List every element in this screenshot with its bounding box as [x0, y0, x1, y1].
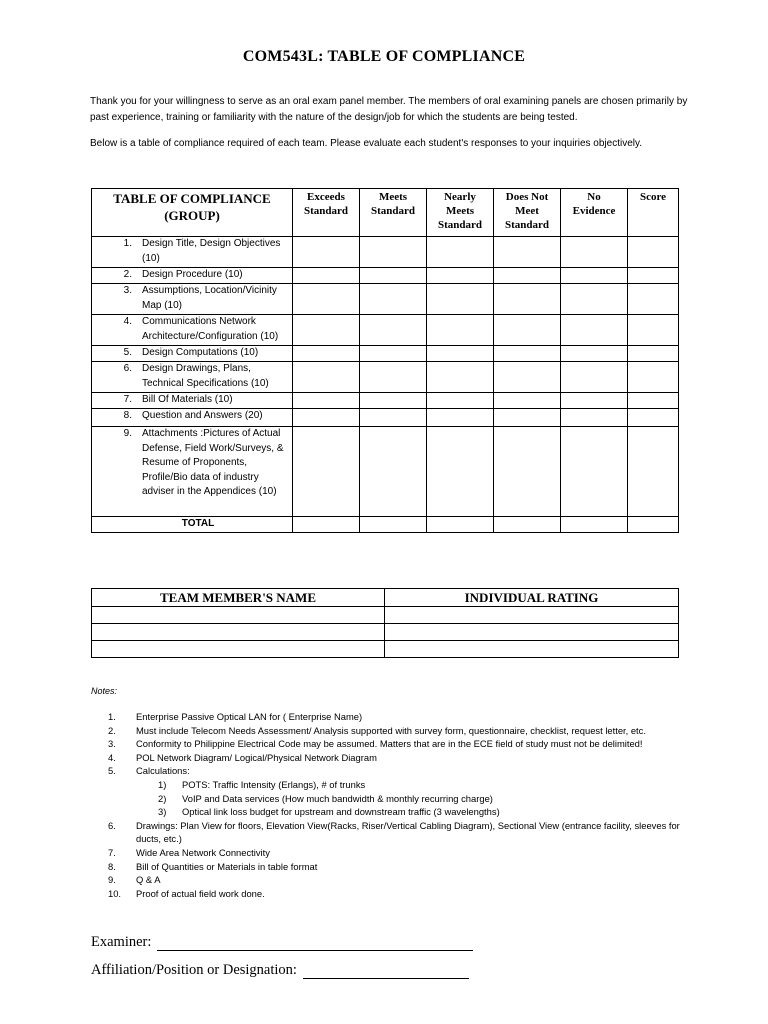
rating-cell[interactable]	[427, 284, 494, 315]
individual-rating-cell[interactable]	[385, 641, 679, 658]
rating-cell[interactable]	[293, 346, 360, 362]
score-cell[interactable]	[628, 237, 679, 268]
criterion-cell: 7. Bill Of Materials (10)	[92, 393, 293, 409]
total-cell[interactable]	[494, 517, 561, 533]
calc-list-item: 2) VoIP and Data services (How much bandwidth & monthly recurring charge)	[158, 792, 493, 804]
criterion-cell: 3. Assumptions, Location/Vicinity Map (10)	[92, 284, 293, 315]
page-title: COM543L: TABLE OF COMPLIANCE	[242, 48, 526, 65]
criterion-cell: 2. Design Procedure (10)	[92, 268, 293, 284]
table-row	[92, 607, 679, 624]
total-cell[interactable]	[293, 517, 360, 533]
rating-cell[interactable]	[561, 284, 628, 315]
intro-paragraph-2: Below is a table of compliance required of each team. Please evaluate each student's responses to your inquiries objectively.	[90, 138, 643, 149]
rating-cell[interactable]	[360, 237, 427, 268]
team-header-row	[92, 589, 679, 607]
table-row	[92, 641, 679, 658]
total-cell[interactable]	[427, 517, 494, 533]
affiliation-field[interactable]	[303, 964, 469, 979]
rating-cell[interactable]	[561, 237, 628, 268]
header-team-member-name: TEAM MEMBER'S NAME	[92, 589, 385, 607]
team-rating-table	[91, 588, 679, 658]
header-individual-rating: INDIVIDUAL RATING	[385, 589, 679, 607]
rating-cell[interactable]	[561, 427, 628, 517]
list-item: 1. Enterprise Passive Optical LAN for ( Enterprise Name)	[108, 711, 363, 722]
calc-list-item: 3) Optical link loss budget for upstream and downstream traffic (3 wavelengths)	[158, 806, 500, 818]
rating-cell[interactable]	[494, 362, 561, 393]
rating-cell[interactable]	[494, 315, 561, 346]
criterion-cell: 9. Attachments :Pictures of Actual Defense, Field Work/Surveys, & Resume of Proponents, Profile/Bio data of industry adviser in the Appendices (10)	[92, 427, 293, 517]
rating-cell[interactable]	[427, 268, 494, 284]
list-item: 8. Bill of Quantities or Materials in table format	[108, 860, 318, 872]
table-row	[92, 315, 679, 346]
rating-cell[interactable]	[494, 346, 561, 362]
rating-cell[interactable]	[427, 409, 494, 427]
score-cell[interactable]	[628, 362, 679, 393]
rating-cell[interactable]	[360, 362, 427, 393]
calc-list-item: 1) POTS: Traffic Intensity (Erlangs), # of trunks	[158, 778, 366, 790]
header-does-not-meet-standard: Does Not Meet Standard	[494, 189, 561, 237]
table-row	[92, 237, 679, 268]
rating-cell[interactable]	[293, 409, 360, 427]
list-item: 7. Wide Area Network Connectivity	[108, 846, 270, 858]
criterion-cell: 4. Communications Network Architecture/Configuration (10)	[92, 315, 293, 346]
affiliation-signature-line	[91, 962, 469, 979]
rating-cell[interactable]	[561, 315, 628, 346]
rating-cell[interactable]	[561, 409, 628, 427]
individual-rating-cell[interactable]	[385, 624, 679, 641]
header-exceeds-standard: Exceeds Standard	[293, 189, 360, 237]
list-item: 3. Conformity to Philippine Electrical Code may be assumed. Matters that are in the ECE field of study must not be delimited!	[108, 738, 643, 750]
rating-cell[interactable]	[360, 409, 427, 427]
score-cell[interactable]	[628, 346, 679, 362]
rating-cell[interactable]	[494, 237, 561, 268]
member-name-cell[interactable]	[92, 607, 385, 624]
rating-cell[interactable]	[293, 315, 360, 346]
criterion-cell: 8. Question and Answers (20)	[92, 409, 293, 427]
rating-cell[interactable]	[427, 362, 494, 393]
member-name-cell[interactable]	[92, 641, 385, 658]
list-item: 6. Drawings: Plan View for floors, Elevation View(Racks, Riser/Vertical Cabling Diagram), Sectional View (entrance facility, sleeves for ducts, etc.)	[108, 819, 680, 845]
total-label: TOTAL	[92, 517, 293, 533]
examiner-signature-line	[91, 934, 473, 951]
compliance-table	[91, 188, 679, 533]
rating-cell[interactable]	[427, 393, 494, 409]
score-cell[interactable]	[628, 427, 679, 517]
intro-paragraph-1: Thank you for your willingness to serve as an oral exam panel member. The members of oral examining panels are chosen primarily by past experience, training or familiarity with the nature of the design/job for which the students are being tested.	[90, 96, 688, 123]
rating-cell[interactable]	[360, 427, 427, 517]
total-cell[interactable]	[561, 517, 628, 533]
table-row	[92, 268, 679, 284]
rating-cell[interactable]	[360, 315, 427, 346]
list-item: 2. Must include Telecom Needs Assessment/ Analysis supported with survey form, questionnaire, checklist, request letter, etc.	[108, 724, 646, 736]
table-row	[92, 393, 679, 409]
rating-cell[interactable]	[293, 268, 360, 284]
table-row	[92, 409, 679, 427]
table-row	[92, 427, 679, 517]
rating-cell[interactable]	[360, 284, 427, 315]
table-row	[92, 362, 679, 393]
rating-cell[interactable]	[360, 393, 427, 409]
header-nearly-meets-standard: Nearly Meets Standard	[427, 189, 494, 237]
rating-cell[interactable]	[427, 427, 494, 517]
rating-cell[interactable]	[494, 427, 561, 517]
rating-cell[interactable]	[293, 362, 360, 393]
rating-cell[interactable]	[293, 393, 360, 409]
header-meets-standard: Meets Standard	[360, 189, 427, 237]
table-row	[92, 346, 679, 362]
total-row	[92, 517, 679, 533]
rating-cell[interactable]	[293, 284, 360, 315]
total-cell[interactable]	[360, 517, 427, 533]
examiner-field[interactable]	[157, 936, 473, 951]
examiner-label: Examiner:	[91, 934, 152, 950]
header-no-evidence: No Evidence	[561, 189, 628, 237]
rating-cell[interactable]	[427, 237, 494, 268]
list-item: 4. POL Network Diagram/ Logical/Physical Network Diagram	[108, 751, 377, 763]
rating-cell[interactable]	[561, 362, 628, 393]
compliance-header-row	[92, 189, 679, 237]
rating-cell[interactable]	[494, 284, 561, 315]
rating-cell[interactable]	[561, 346, 628, 362]
member-name-cell[interactable]	[92, 624, 385, 641]
rating-cell[interactable]	[427, 315, 494, 346]
header-score: Score	[628, 189, 679, 237]
individual-rating-cell[interactable]	[385, 607, 679, 624]
rating-cell[interactable]	[561, 393, 628, 409]
list-item: 10. Proof of actual field work done.	[108, 887, 265, 899]
score-cell[interactable]	[628, 409, 679, 427]
criterion-cell: 6. Design Drawings, Plans, Technical Specifications (10)	[92, 362, 293, 393]
criterion-cell: 1. Design Title, Design Objectives (10)	[92, 237, 293, 268]
list-item: 9. Q & A	[108, 874, 161, 886]
score-cell[interactable]	[628, 268, 679, 284]
score-cell[interactable]	[628, 393, 679, 409]
rating-cell[interactable]	[494, 393, 561, 409]
rating-cell[interactable]	[360, 268, 427, 284]
score-cell[interactable]	[628, 284, 679, 315]
criterion-cell: 5. Design Computations (10)	[92, 346, 293, 362]
rating-cell[interactable]	[293, 237, 360, 268]
affiliation-label: Affiliation/Position or Designation:	[91, 962, 297, 978]
score-cell[interactable]	[628, 315, 679, 346]
table-row	[92, 624, 679, 641]
rating-cell[interactable]	[360, 346, 427, 362]
notes-label: Notes:	[91, 686, 118, 696]
header-group: TABLE OF COMPLIANCE (GROUP)	[92, 189, 293, 237]
table-row	[92, 284, 679, 315]
notes-list	[108, 710, 688, 900]
list-item: 5. Calculations:	[108, 765, 190, 777]
rating-cell[interactable]	[561, 268, 628, 284]
rating-cell[interactable]	[494, 409, 561, 427]
rating-cell[interactable]	[293, 427, 360, 517]
rating-cell[interactable]	[427, 346, 494, 362]
rating-cell[interactable]	[494, 268, 561, 284]
total-score-cell[interactable]	[628, 517, 679, 533]
